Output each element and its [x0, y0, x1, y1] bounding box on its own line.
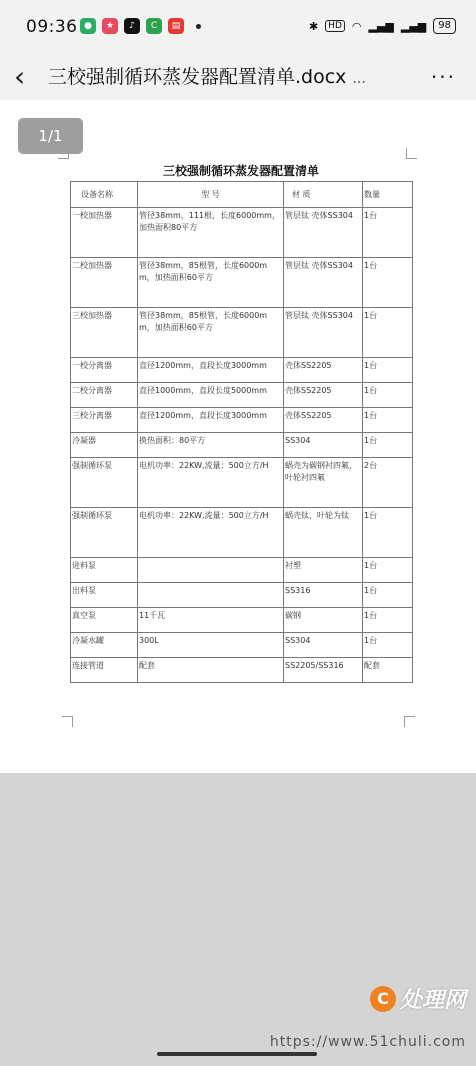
- config-table: [70, 181, 413, 683]
- signal-2-icon: ▂▄▆: [400, 19, 427, 33]
- cell-qty: 1台: [363, 508, 413, 558]
- cell-material: SS316: [284, 583, 363, 608]
- battery-icon: 98: [433, 18, 456, 34]
- margin-mark-bottom-left: [62, 716, 73, 727]
- cell-material: 蜗壳钛，叶轮为钛: [284, 508, 363, 558]
- doc-heading: 三校强制循环蒸发器配置清单: [162, 164, 319, 178]
- status-time: 09:36: [26, 17, 78, 37]
- cell-material: SS304: [284, 433, 363, 458]
- watermark: [370, 983, 466, 1014]
- table-header-row: [71, 182, 413, 208]
- file-ext-label: ...: [352, 71, 366, 87]
- system-icons: [309, 18, 456, 34]
- table-row: [71, 633, 413, 658]
- cell-qty: 1台: [363, 208, 413, 258]
- cell-qty: 1台: [363, 408, 413, 433]
- table-row: [71, 433, 413, 458]
- cell-name: 真空泵: [71, 608, 138, 633]
- cell-qty: 配套: [363, 658, 413, 683]
- table-row: [71, 383, 413, 408]
- table-row: [71, 208, 413, 258]
- cell-qty: 1台: [363, 633, 413, 658]
- cell-name: 三校加热器: [71, 308, 138, 358]
- cell-material: 衬塑: [284, 558, 363, 583]
- cell-qty: 1台: [363, 358, 413, 383]
- cell-model: [138, 558, 284, 583]
- cell-model: [138, 583, 284, 608]
- cell-qty: 1台: [363, 258, 413, 308]
- table-row: [71, 358, 413, 383]
- cell-material: SS304: [284, 633, 363, 658]
- cell-material: SS2205/SS316: [284, 658, 363, 683]
- more-notifications-dot: [196, 24, 201, 29]
- back-icon[interactable]: ‹: [14, 60, 26, 93]
- browser-icon: C: [146, 18, 162, 34]
- watermark-url: https://www.51chuli.com: [269, 1034, 466, 1050]
- header-cell-material: 材 质: [284, 182, 363, 208]
- cell-material: 管层钛 壳体SS304: [284, 258, 363, 308]
- home-indicator[interactable]: [157, 1052, 317, 1056]
- table-row: [71, 258, 413, 308]
- watermark-brand: 处理网: [399, 988, 466, 1013]
- table-row: [71, 408, 413, 433]
- cell-model: 管径38mm，85根管，长度6000mm，加热面积60平方: [138, 258, 284, 308]
- table-row: [71, 558, 413, 583]
- cell-name: 一校分离器: [71, 358, 138, 383]
- table-row: [71, 308, 413, 358]
- news-icon: ▤: [168, 18, 184, 34]
- cell-model: 换热面积：80平方: [138, 433, 284, 458]
- title-bar: [0, 56, 476, 100]
- header-cell-model: 型 号: [138, 182, 284, 208]
- margin-mark-top-left: [58, 148, 69, 159]
- cell-material: 蜗壳为碳钢衬四氟，叶轮衬四氟: [284, 458, 363, 508]
- cell-qty: 1台: [363, 558, 413, 583]
- hd-icon: HD: [325, 20, 345, 32]
- cell-name: 连接管道: [71, 658, 138, 683]
- cell-name: 一校加热器: [71, 208, 138, 258]
- watermark-logo-icon: C: [370, 986, 396, 1012]
- cell-model: 11千瓦: [138, 608, 284, 633]
- wifi-icon: ◠: [351, 19, 362, 33]
- cell-name: 进料泵: [71, 558, 138, 583]
- cell-model: 配套: [138, 658, 284, 683]
- cell-name: 三校分离器: [71, 408, 138, 433]
- cell-model: 300L: [138, 633, 284, 658]
- page-indicator: 1/1: [18, 118, 83, 154]
- cell-material: 碳钢: [284, 608, 363, 633]
- header-cell-name: 设备名称: [71, 182, 138, 208]
- cell-name: 冷凝水罐: [71, 633, 138, 658]
- table-row: [71, 458, 413, 508]
- cell-model: 管径38mm，111根，长度6000mm，加热面积80平方: [138, 208, 284, 258]
- cell-name: 二校加热器: [71, 258, 138, 308]
- cell-model: 电机功率：22KW,流量：500立方/H: [138, 458, 284, 508]
- cell-model: 电机功率：22KW,流量：500立方/H: [138, 508, 284, 558]
- more-options-icon[interactable]: ···: [430, 65, 456, 89]
- cell-material: 管层钛 壳体SS304: [284, 308, 363, 358]
- cell-model: 管径38mm，85根管，长度6000mm，加热面积60平方: [138, 308, 284, 358]
- cell-name: 强制循环泵: [71, 458, 138, 508]
- cell-qty: 1台: [363, 308, 413, 358]
- cell-model: 直径1000mm，直段长度5000mm: [138, 383, 284, 408]
- cell-material: 壳体SS2205: [284, 408, 363, 433]
- cell-name: 冷凝器: [71, 433, 138, 458]
- app-icon: ★: [102, 18, 118, 34]
- document-viewer[interactable]: [0, 100, 476, 773]
- status-bar: [0, 0, 476, 56]
- cell-material: 管层钛 壳体SS304: [284, 208, 363, 258]
- cell-qty: 2台: [363, 458, 413, 508]
- tiktok-icon: ♪: [124, 18, 140, 34]
- cell-name: 强制循环泵: [71, 508, 138, 558]
- margin-mark-bottom-right: [404, 716, 415, 727]
- cell-material: 壳体SS2205: [284, 358, 363, 383]
- cell-qty: 1台: [363, 433, 413, 458]
- header-cell-qty: 数量: [363, 182, 413, 208]
- table-row: [71, 608, 413, 633]
- wechat-icon: ●: [80, 18, 96, 34]
- notification-icons: [80, 18, 201, 34]
- table-row: [71, 583, 413, 608]
- cell-qty: 1台: [363, 608, 413, 633]
- signal-icon: ▂▄▆: [368, 19, 394, 33]
- table-row: [71, 658, 413, 683]
- table-row: [71, 508, 413, 558]
- document-title: 三校强制循环蒸发器配置清单.docx ...: [48, 66, 366, 88]
- bluetooth-icon: ✱: [308, 19, 319, 33]
- cell-name: 出料泵: [71, 583, 138, 608]
- cell-material: 壳体SS2205: [284, 383, 363, 408]
- cell-name: 二校分离器: [71, 383, 138, 408]
- cell-model: 直径1200mm，直段长度3000mm: [138, 408, 284, 433]
- margin-mark-top-right: [406, 148, 417, 159]
- cell-qty: 1台: [363, 383, 413, 408]
- cell-model: 直径1200mm，直段长度3000mm: [138, 358, 284, 383]
- viewer-background: [0, 773, 476, 1066]
- cell-qty: 1台: [363, 583, 413, 608]
